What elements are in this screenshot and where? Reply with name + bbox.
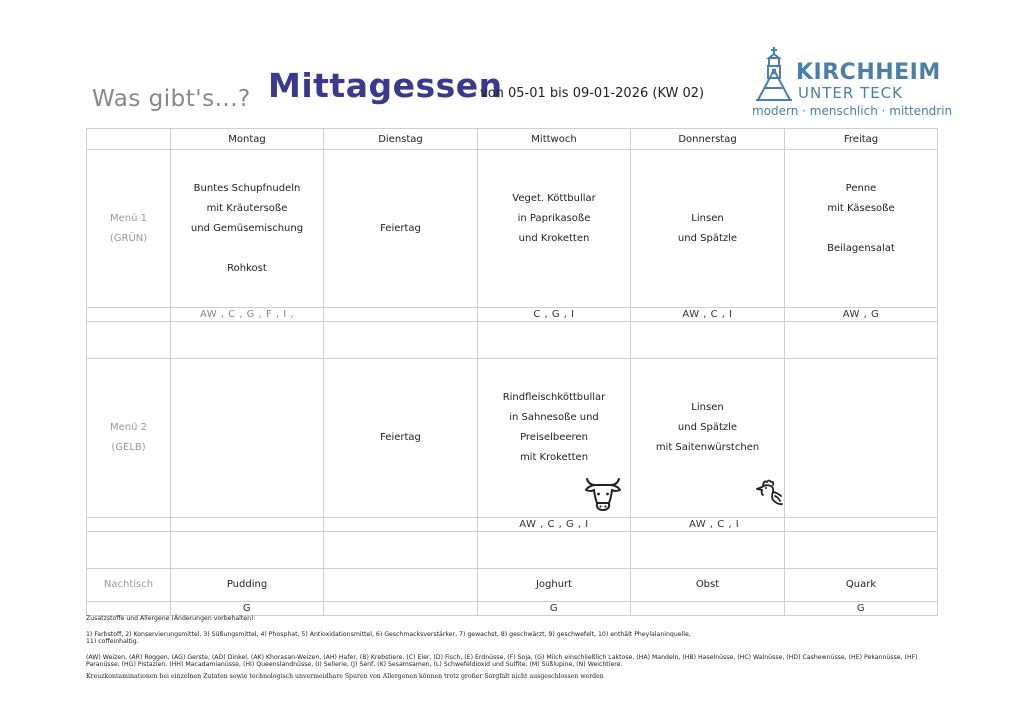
rooster-icon bbox=[754, 478, 784, 508]
menu-color: (GELB) bbox=[111, 442, 146, 453]
dessert-allergen-row bbox=[87, 602, 938, 616]
menu1-row bbox=[87, 150, 938, 308]
dish-cell bbox=[171, 150, 324, 308]
day-header: Donnerstag bbox=[631, 129, 785, 150]
menu1-label bbox=[87, 150, 171, 308]
allergen-cell bbox=[171, 518, 324, 532]
additives-text: 1) Farbstoff, 2) Konservierungsmittel, 3) Süßungsmittel, 4) Phosphat, 5) Antioxidationsmittel, 6) Geschmacksverstärker, 7) gewachst, 8) geschwärzt, 9) geschwefelt, 10) enthält Pheylalaninquelle, bbox=[86, 630, 691, 638]
allergen-cell bbox=[324, 518, 478, 532]
dish-line: Veget. Köttbullar bbox=[512, 192, 596, 204]
dessert-row bbox=[87, 569, 938, 602]
allergen-cell: G bbox=[785, 602, 938, 616]
allergen-cell: G bbox=[171, 602, 324, 616]
dish-cell bbox=[324, 359, 478, 518]
logo-tagline: modern · menschlich · mittendrin bbox=[752, 104, 953, 118]
allergen-cell: C , G , I bbox=[478, 308, 631, 322]
dish-line: und Kroketten bbox=[518, 232, 590, 244]
dish-cell bbox=[785, 150, 938, 308]
logo-name: KIRCHHEIM bbox=[796, 60, 941, 85]
allergen-cell: AW , C , I bbox=[631, 518, 785, 532]
page-title: Mittagessen bbox=[268, 66, 503, 105]
allergen-cell bbox=[87, 308, 171, 322]
dessert-label: Nachtisch bbox=[87, 569, 171, 602]
dish-cell bbox=[785, 359, 938, 518]
dish-line: und Spätzle bbox=[677, 232, 738, 244]
additives-text-2: 11) coffeinhaltig. bbox=[86, 638, 139, 645]
allergen-cell bbox=[324, 602, 478, 616]
dish-line: in Sahnesoße und bbox=[509, 412, 599, 423]
dessert-cell: Quark bbox=[785, 569, 938, 602]
dish-line bbox=[171, 239, 323, 259]
dish-line: Preiselbeeren bbox=[520, 432, 588, 443]
dish-line: Feiertag bbox=[380, 432, 421, 443]
day-header-row bbox=[87, 129, 938, 150]
dish-line: Rohkost bbox=[227, 262, 267, 274]
allergen-cell: AW , G bbox=[785, 308, 938, 322]
menu-plan-table bbox=[86, 128, 938, 616]
dish-line: Linsen bbox=[691, 402, 724, 413]
spacer-row bbox=[87, 322, 938, 359]
allergen-cell: AW , C , G , I bbox=[478, 518, 631, 532]
menu2-label bbox=[87, 359, 171, 518]
city-logo bbox=[752, 46, 953, 122]
notes-section bbox=[86, 615, 946, 684]
allergens-text-2: Paranüsse, (HG) Pistazien, (HH) Macadamianüsse, (HI) Queenslandnüsse, (I) Sellerie, (J) Senf, (K) Sesamsamen, (L) Schwefeldioxid und Sulfite, (M) Süßlupine, (N) Weichtiere. bbox=[86, 661, 623, 668]
tower-icon bbox=[754, 46, 794, 102]
dish-line: mit Kroketten bbox=[519, 452, 589, 463]
date-range: von 05-01 bis 09-01-2026 (KW 02) bbox=[480, 86, 705, 101]
menu-color: (GRÜN) bbox=[109, 232, 148, 244]
allergen-cell bbox=[785, 518, 938, 532]
dessert-cell: Pudding bbox=[171, 569, 324, 602]
dish-line: Penne bbox=[845, 182, 877, 194]
dish-line: Linsen bbox=[691, 212, 724, 224]
day-header: Montag bbox=[171, 129, 324, 150]
cow-icon bbox=[584, 476, 622, 512]
menu2-row bbox=[87, 359, 938, 518]
allergen-cell bbox=[324, 308, 478, 322]
menu-name: Menü 2 bbox=[110, 422, 147, 433]
day-header: Dienstag bbox=[324, 129, 478, 150]
dish-cell bbox=[478, 150, 631, 308]
dish-cell bbox=[631, 150, 785, 308]
allergens-text: (AW) Weizen, (AR) Roggen, (AG) Gerste, (AD) Dinkel, (AK) Khorasan-Weizen, (AH) Hafer, (B) Krebstiere, (C) Eier, (D) Fisch, (E) Erdnüsse, (F) Soja, (G) Milch einschließlich Laktose, (HA) Mandeln, (HB) Haselnüsse, (HC) Walnüsse, (HD) Cashewnüsse, (HE) Pekannüsse, (HF) bbox=[86, 653, 918, 661]
dessert-cell bbox=[324, 569, 478, 602]
dish-line: Beilagensalat bbox=[827, 242, 895, 254]
dish-cell bbox=[171, 359, 324, 518]
dessert-cell: Joghurt bbox=[478, 569, 631, 602]
dish-line: mit Kräutersoße bbox=[206, 202, 288, 214]
logo-subtitle: UNTER TECK bbox=[798, 84, 903, 102]
dish-line: in Paprikasoße bbox=[517, 212, 591, 224]
allergen-cell bbox=[87, 518, 171, 532]
allergen-cell: AW , C , G , F , I , bbox=[171, 308, 324, 322]
menu2-allergen-row bbox=[87, 518, 938, 532]
dish-line bbox=[785, 219, 937, 239]
allergen-cell: G bbox=[478, 602, 631, 616]
allergen-cell bbox=[631, 602, 785, 616]
menu1-allergen-row bbox=[87, 308, 938, 322]
day-header: Mittwoch bbox=[478, 129, 631, 150]
dish-cell bbox=[324, 150, 478, 308]
was-gibts-label: Was gibt's...? bbox=[92, 86, 251, 112]
dish-line: und Spätzle bbox=[677, 422, 738, 433]
spacer-row bbox=[87, 532, 938, 569]
dish-line: mit Käsesoße bbox=[827, 202, 895, 214]
allergen-cell: AW , C , I bbox=[631, 308, 785, 322]
dish-line: Feiertag bbox=[380, 222, 421, 234]
dish-line: Rindfleischköttbullar bbox=[502, 392, 606, 403]
disclaimer-text: Kreuzkontaminationen bei einzelnen Zutaten sowie technologisch unvermeidbare Spuren von Allergenen können trotz großer Sorgfalt nicht ausgeschlossen werden bbox=[86, 672, 604, 680]
dish-line: und Gemüsemischung bbox=[190, 222, 304, 234]
menu-name: Menü 1 bbox=[110, 212, 147, 224]
dish-line: Buntes Schupfnudeln bbox=[193, 182, 301, 194]
allergen-cell bbox=[87, 602, 171, 616]
dessert-cell: Obst bbox=[631, 569, 785, 602]
day-header: Freitag bbox=[785, 129, 938, 150]
notes-heading: Zusatzstoffe und Allergene (Änderungen vorbehalten): bbox=[86, 615, 256, 622]
dish-line: mit Saitenwürstchen bbox=[655, 442, 760, 453]
corner-cell bbox=[87, 129, 171, 150]
